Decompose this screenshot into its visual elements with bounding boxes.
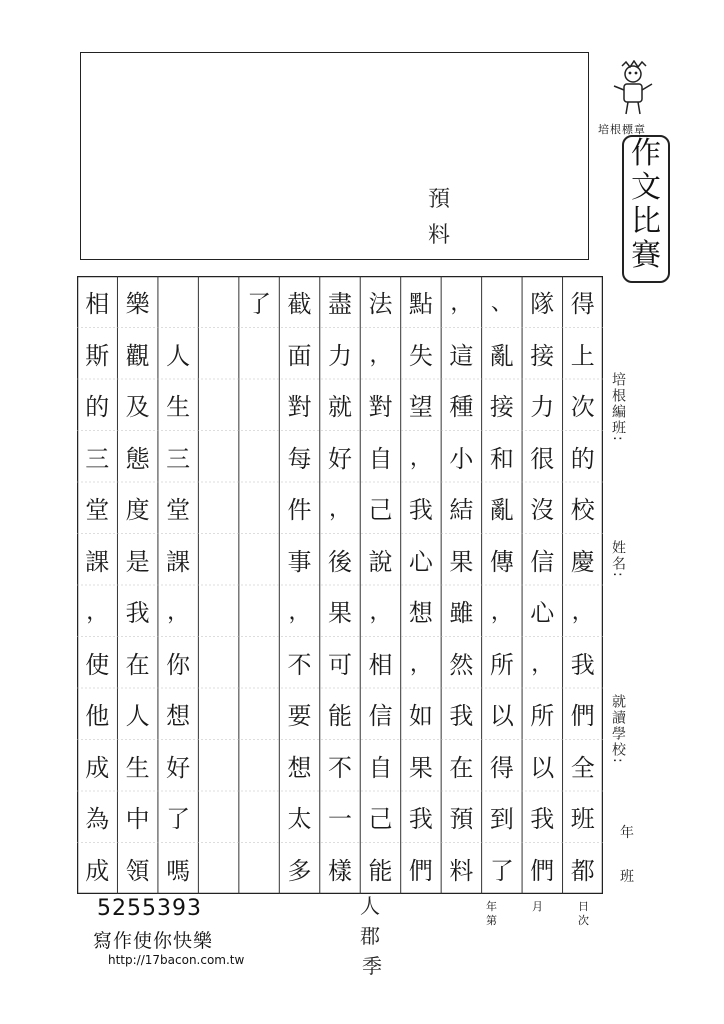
essay-char: 如 — [408, 702, 433, 731]
essay-char — [198, 843, 238, 895]
essay-char: ， — [167, 600, 190, 626]
essay-char: 上 — [570, 341, 595, 370]
essay-char: 自 — [368, 444, 393, 473]
badge-char: 作 — [631, 136, 661, 171]
essay-char: 預 — [449, 805, 474, 834]
essay-char: 信 — [530, 547, 555, 576]
slogan: 寫作使你快樂 — [93, 930, 214, 952]
essay-char: 相 — [85, 290, 110, 319]
essay-char — [239, 431, 279, 483]
essay-char: 三 — [85, 444, 110, 473]
essay-char — [239, 791, 279, 843]
essay-char: 能 — [368, 856, 393, 885]
essay-char: 的 — [570, 444, 595, 473]
essay-char — [198, 585, 238, 637]
essay-char: 力 — [530, 393, 555, 422]
essay-char: 法 — [368, 290, 393, 319]
essay-char: 以 — [530, 753, 555, 782]
school-label: 培根編班: — [610, 372, 626, 443]
essay-char: 隊 — [530, 290, 555, 319]
essay-char: ， — [450, 291, 473, 317]
essay-char: 多 — [287, 856, 312, 885]
essay-char: ， — [409, 651, 432, 677]
essay-char: 不 — [287, 650, 312, 679]
essay-char: 了 — [489, 856, 514, 885]
essay-char — [198, 379, 238, 431]
essay-column — [401, 276, 441, 894]
essay-char: 都 — [570, 856, 595, 885]
teacher-comment-box — [80, 52, 589, 260]
badge-char: 賽 — [631, 238, 661, 273]
essay-char — [198, 328, 238, 380]
essay-char — [239, 379, 279, 431]
essay-char: 點 — [408, 290, 433, 319]
essay-char: ， — [571, 600, 594, 626]
essay-column — [279, 276, 319, 894]
mascot-logo-icon — [610, 60, 656, 116]
essay-char: 不 — [327, 753, 352, 782]
essay-column — [563, 276, 603, 894]
essay-char: 所 — [530, 702, 555, 731]
essay-char: 亂 — [489, 341, 514, 370]
essay-char: 樂 — [125, 290, 150, 319]
essay-char — [198, 791, 238, 843]
essay-char: 三 — [166, 444, 191, 473]
essay-char: 每 — [287, 444, 312, 473]
essay-char: 樣 — [327, 856, 352, 885]
essay-char: 斯 — [85, 341, 110, 370]
essay-char: 是 — [125, 547, 150, 576]
essay-char: 們 — [408, 856, 433, 885]
essay-char: 我 — [408, 805, 433, 834]
essay-column — [522, 276, 562, 894]
essay-char: 生 — [125, 753, 150, 782]
essay-char: 次 — [570, 393, 595, 422]
badge-char: 比 — [631, 204, 661, 239]
essay-char: 我 — [530, 805, 555, 834]
essay-char: 想 — [287, 753, 312, 782]
essay-char: 得 — [570, 290, 595, 319]
essay-char: 接 — [489, 393, 514, 422]
essay-char: 成 — [85, 856, 110, 885]
essay-char: 亂 — [489, 496, 514, 525]
essay-char: 心 — [408, 547, 433, 576]
essay-char — [239, 585, 279, 637]
essay-char — [239, 843, 279, 895]
logo-caption: 培根標章 — [598, 123, 646, 136]
essay-char: 堂 — [166, 496, 191, 525]
badge-char: 文 — [631, 170, 661, 205]
essay-char: 件 — [287, 496, 312, 525]
essay-char — [198, 276, 238, 328]
essay-char: 對 — [368, 393, 393, 422]
essay-char: 我 — [570, 650, 595, 679]
essay-char — [239, 688, 279, 740]
grade-label: 年 — [620, 825, 634, 841]
essay-char: 雖 — [449, 599, 474, 628]
essay-char — [198, 637, 238, 689]
essay-char: 好 — [166, 753, 191, 782]
essay-column — [77, 276, 117, 894]
essay-char: 信 — [368, 702, 393, 731]
essay-char: 得 — [489, 753, 514, 782]
read-school-label: 就讀學校: — [610, 694, 626, 765]
essay-char — [198, 534, 238, 586]
essay-char: ， — [86, 600, 109, 626]
essay-char: 失 — [408, 341, 433, 370]
essay-char: 到 — [489, 805, 514, 834]
stamp-char-1: 預 — [428, 187, 451, 212]
essay-char: 堂 — [85, 496, 110, 525]
essay-char: 了 — [247, 290, 272, 319]
essay-char — [198, 431, 238, 483]
essay-char: 成 — [85, 753, 110, 782]
essay-char: 果 — [449, 547, 474, 576]
essay-char: 我 — [125, 599, 150, 628]
essay-char: 截 — [287, 290, 312, 319]
essay-char: 事 — [287, 547, 312, 576]
date-times-label: 次 — [578, 914, 589, 927]
essay-char: 好 — [327, 444, 352, 473]
essay-char: 小 — [449, 444, 474, 473]
essay-char: 盡 — [327, 290, 352, 319]
essay-char: 和 — [489, 444, 514, 473]
essay-char: 果 — [327, 599, 352, 628]
essay-char: 說 — [368, 547, 393, 576]
essay-char — [239, 637, 279, 689]
essay-char: ， — [328, 497, 351, 523]
essay-char: 中 — [125, 805, 150, 834]
date-seq-label: 第 — [486, 914, 497, 927]
essay-char: 想 — [166, 702, 191, 731]
essay-column — [117, 276, 157, 894]
essay-column — [158, 276, 198, 894]
essay-char: ， — [369, 600, 392, 626]
essay-char: 在 — [125, 650, 150, 679]
essay-char: 慶 — [570, 547, 595, 576]
essay-char: 面 — [287, 341, 312, 370]
essay-char: 了 — [166, 805, 191, 834]
essay-char: 要 — [287, 702, 312, 731]
essay-char: 課 — [166, 547, 191, 576]
essay-char: 你 — [166, 650, 191, 679]
essay-char: 種 — [449, 393, 474, 422]
stamp-char-2: 料 — [428, 223, 451, 248]
essay-char: 以 — [489, 702, 514, 731]
essay-char: 己 — [368, 805, 393, 834]
essay-char — [239, 482, 279, 534]
date-month-label: 月 — [532, 900, 543, 913]
essay-char: 後 — [327, 547, 352, 576]
essay-char: ， — [490, 600, 513, 626]
essay-char: 可 — [327, 650, 352, 679]
essay-grid — [77, 276, 603, 894]
essay-char — [198, 482, 238, 534]
signature-char: 季 — [362, 954, 382, 978]
signature-char: 人 — [360, 894, 380, 918]
essay-char — [158, 276, 198, 328]
essay-column — [482, 276, 522, 894]
essay-char: 自 — [368, 753, 393, 782]
essay-char — [239, 740, 279, 792]
essay-column — [360, 276, 400, 894]
essay-char: 、 — [490, 291, 513, 317]
essay-char — [198, 740, 238, 792]
essay-char: 就 — [327, 393, 352, 422]
essay-char: 這 — [449, 341, 474, 370]
essay-char: 人 — [125, 702, 150, 731]
essay-char: 太 — [287, 805, 312, 834]
essay-char: 領 — [125, 856, 150, 885]
name-label: 姓名: — [610, 540, 626, 579]
essay-char — [198, 688, 238, 740]
essay-char: 所 — [489, 650, 514, 679]
essay-char: 使 — [85, 650, 110, 679]
essay-char: 校 — [570, 496, 595, 525]
essay-char: 生 — [166, 393, 191, 422]
essay-char: 課 — [85, 547, 110, 576]
website-url: http://17bacon.com.tw — [108, 953, 245, 967]
essay-char — [239, 534, 279, 586]
essay-column — [198, 276, 238, 894]
essay-char: 沒 — [530, 496, 555, 525]
essay-char: 及 — [125, 393, 150, 422]
essay-char: 我 — [449, 702, 474, 731]
essay-char: 想 — [408, 599, 433, 628]
essay-char: 果 — [408, 753, 433, 782]
essay-char: 嗎 — [166, 856, 191, 885]
essay-char: 們 — [570, 702, 595, 731]
essay-char: 人 — [166, 341, 191, 370]
essay-char: 己 — [368, 496, 393, 525]
class-label: 班 — [620, 869, 634, 885]
essay-char: 料 — [449, 856, 474, 885]
essay-char: 一 — [327, 805, 352, 834]
essay-char: ， — [409, 445, 432, 471]
essay-char: 能 — [327, 702, 352, 731]
essay-column — [320, 276, 360, 894]
essay-char: 觀 — [125, 341, 150, 370]
essay-char: ， — [288, 600, 311, 626]
essay-char — [239, 328, 279, 380]
essay-char: 的 — [85, 393, 110, 422]
essay-char: 然 — [449, 650, 474, 679]
essay-column — [239, 276, 279, 894]
essay-char: ， — [531, 651, 554, 677]
essay-char: 全 — [570, 753, 595, 782]
date-year-label: 年 — [486, 900, 497, 913]
essay-char: 對 — [287, 393, 312, 422]
essay-char: 很 — [530, 444, 555, 473]
essay-char: 傳 — [489, 547, 514, 576]
essay-char: 相 — [368, 650, 393, 679]
contest-badge — [622, 135, 670, 283]
essay-char: 態 — [125, 444, 150, 473]
serial-number: 5255393 — [97, 896, 202, 921]
essay-char: 接 — [530, 341, 555, 370]
essay-char: 班 — [570, 805, 595, 834]
essay-char: 為 — [85, 805, 110, 834]
essay-char: 在 — [449, 753, 474, 782]
essay-char: 我 — [408, 496, 433, 525]
author-signature — [340, 808, 390, 978]
signature-char: 郡 — [360, 924, 380, 948]
date-day-label: 日 — [578, 900, 589, 913]
essay-column — [441, 276, 481, 894]
essay-char: 望 — [408, 393, 433, 422]
essay-char: 結 — [449, 496, 474, 525]
essay-char: ， — [369, 342, 392, 368]
essay-char: 他 — [85, 702, 110, 731]
essay-char: 們 — [530, 856, 555, 885]
essay-char: 力 — [327, 341, 352, 370]
essay-char: 度 — [125, 496, 150, 525]
essay-char: 心 — [530, 599, 555, 628]
